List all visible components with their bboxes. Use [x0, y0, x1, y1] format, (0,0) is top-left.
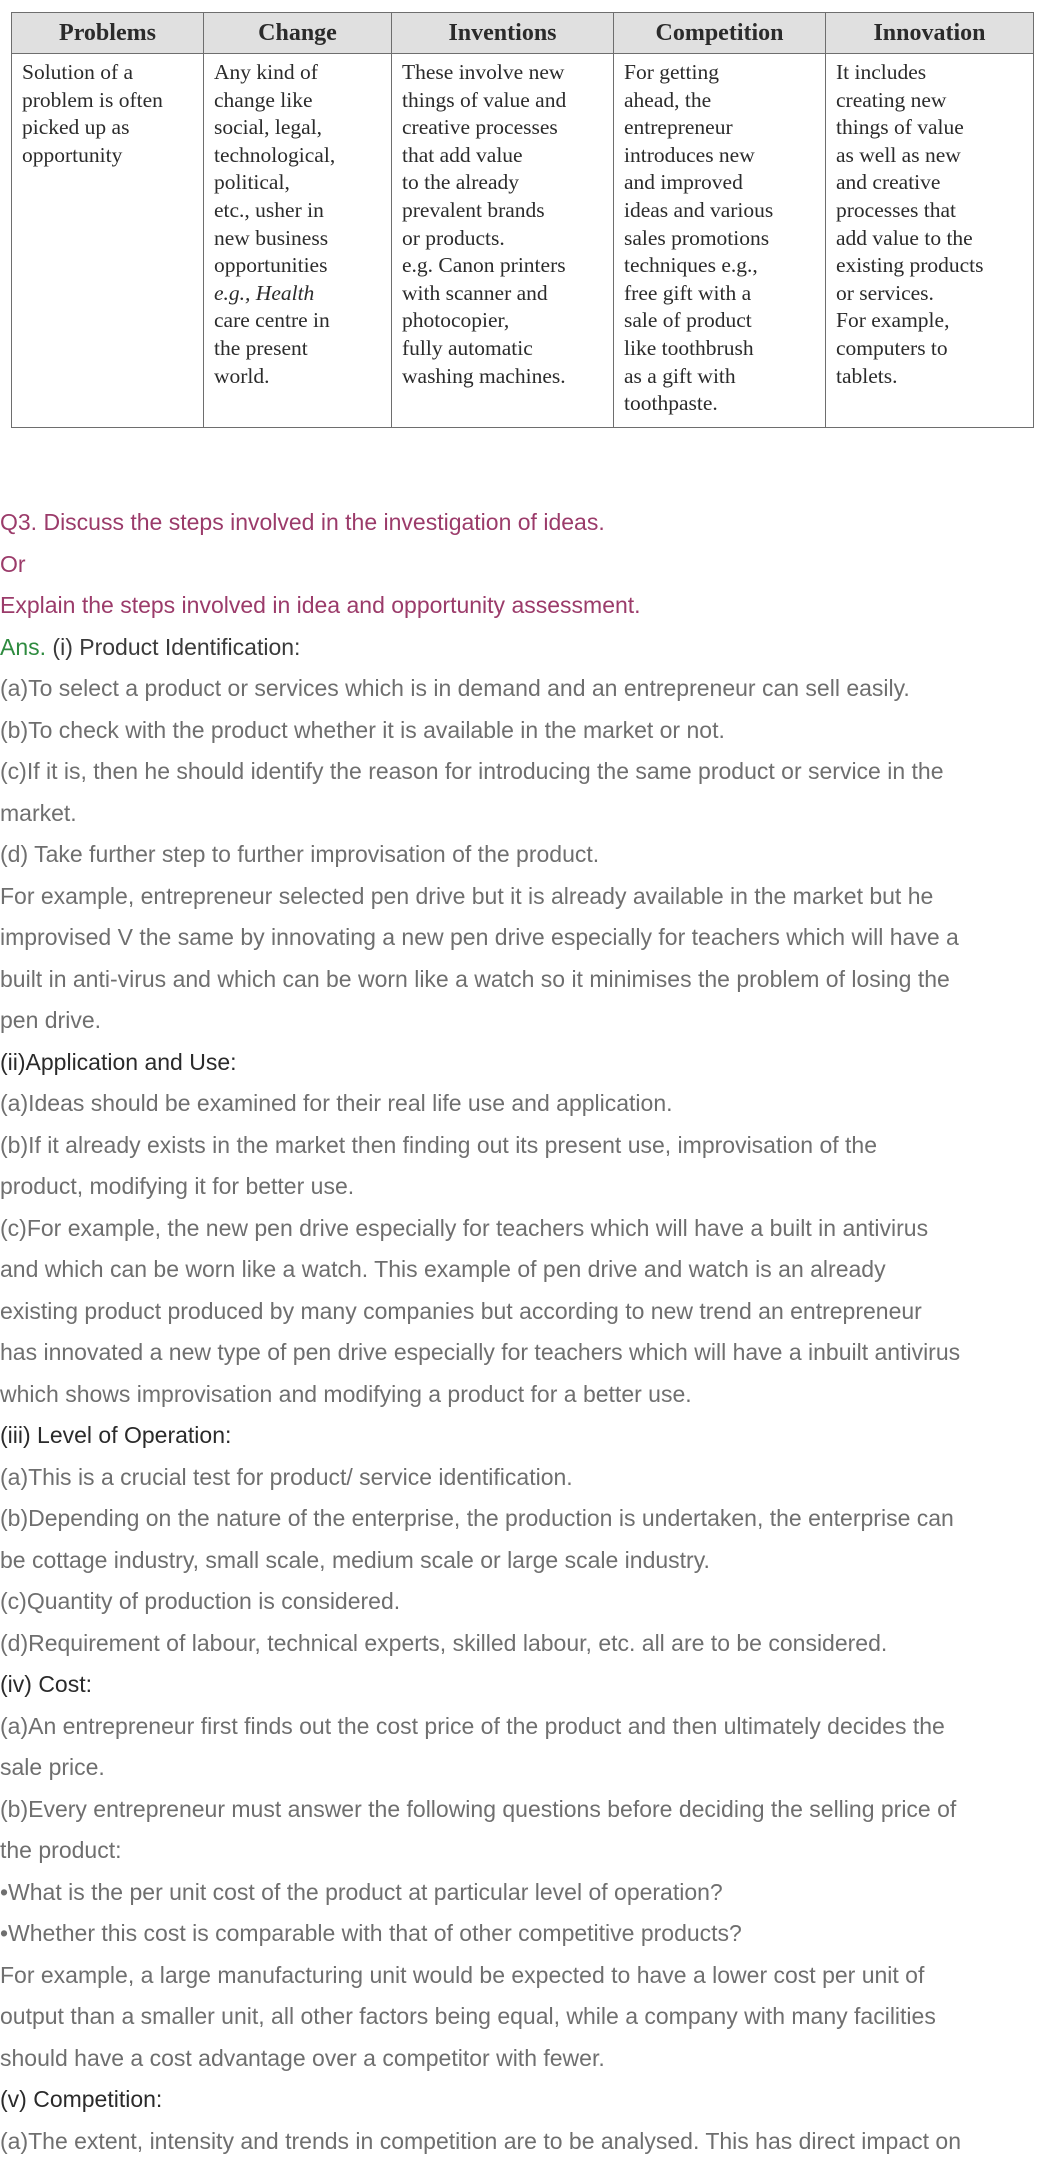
- cell-line: things of value: [836, 114, 1025, 142]
- cell-line: For example,: [836, 307, 1025, 335]
- paragraph-line: existing product produced by many companies but according to new trend an entrepreneur: [0, 1291, 1055, 1333]
- cell-line: picked up as: [22, 114, 195, 142]
- cell-line: as a gift with: [624, 363, 817, 391]
- cell-line: things of value and: [402, 87, 605, 115]
- cell-line: ideas and various: [624, 197, 817, 225]
- cell-line: and improved: [624, 169, 817, 197]
- paragraph-line: output than a smaller unit, all other factors being equal, while a company with many facilities: [0, 1996, 1055, 2038]
- cell-line: e.g., Health: [214, 280, 383, 308]
- cell-innovation: [826, 54, 1034, 428]
- paragraph-line: For example, a large manufacturing unit would be expected to have a lower cost per unit of: [0, 1955, 1055, 1997]
- paragraph-line: pen drive.: [0, 1000, 1055, 1042]
- cell-line: sales promotions: [624, 225, 817, 253]
- cell-line: introduces new: [624, 142, 817, 170]
- cell-line: existing products: [836, 252, 1025, 280]
- cell-line: These involve new: [402, 59, 605, 87]
- question-or: Or: [0, 544, 1055, 586]
- cell-line: computers to: [836, 335, 1025, 363]
- paragraph-line: (a)To select a product or services which is in demand and an entrepreneur can sell easily.: [0, 668, 1055, 710]
- cell-line: that add value: [402, 142, 605, 170]
- paragraph-line: (c)Quantity of production is considered.: [0, 1581, 1055, 1623]
- cell-line: Any kind of: [214, 59, 383, 87]
- answer-label: Ans.: [0, 634, 46, 660]
- cell-line: tablets.: [836, 363, 1025, 391]
- paragraph-line: (a)The extent, intensity and trends in competition are to be analysed. This has direct impact on: [0, 2121, 1055, 2162]
- paragraph-line: market.: [0, 793, 1055, 835]
- section-heading: (iv) Cost:: [0, 1664, 1055, 1706]
- cell-line: e.g. Canon printers: [402, 252, 605, 280]
- paragraph-line: (b)To check with the product whether it is available in the market or not.: [0, 710, 1055, 752]
- table-header-row: [12, 13, 1034, 54]
- bullet-line: •Whether this cost is comparable with that of other competitive products?: [0, 1913, 1055, 1955]
- cell-line: creating new: [836, 87, 1025, 115]
- paragraph-line: improvised V the same by innovating a new pen drive especially for teachers which will have a: [0, 917, 1055, 959]
- cell-inventions: [392, 54, 614, 428]
- paragraph-line: (d)Requirement of labour, technical experts, skilled labour, etc. all are to be considered.: [0, 1623, 1055, 1665]
- paragraph-line: built in anti-virus and which can be worn like a watch so it minimises the problem of losing the: [0, 959, 1055, 1001]
- paragraph-line: which shows improvisation and modifying a product for a better use.: [0, 1374, 1055, 1416]
- paragraph-line: (b)If it already exists in the market then finding out its present use, improvisation of the: [0, 1125, 1055, 1167]
- cell-problems: [12, 54, 204, 428]
- cell-line: with scanner and: [402, 280, 605, 308]
- answer-content: [0, 502, 1055, 2162]
- paragraph-line: (a)This is a crucial test for product/ service identification.: [0, 1457, 1055, 1499]
- paragraph-line: (a)An entrepreneur first finds out the cost price of the product and then ultimately decides the: [0, 1706, 1055, 1748]
- cell-line: sale of product: [624, 307, 817, 335]
- cell-line: photocopier,: [402, 307, 605, 335]
- cell-line: like toothbrush: [624, 335, 817, 363]
- paragraph-line: be cottage industry, small scale, medium scale or large scale industry.: [0, 1540, 1055, 1582]
- cell-line: ahead, the: [624, 87, 817, 115]
- cell-line: political,: [214, 169, 383, 197]
- cell-competition: [614, 54, 826, 428]
- header-competition: Competition: [614, 13, 826, 54]
- cell-line: creative processes: [402, 114, 605, 142]
- paragraph-line: has innovated a new type of pen drive especially for teachers which will have a inbuilt antivirus: [0, 1332, 1055, 1374]
- cell-line: world.: [214, 363, 383, 391]
- cell-line: technological,: [214, 142, 383, 170]
- cell-line: toothpaste.: [624, 390, 817, 418]
- paragraph-line: (b)Every entrepreneur must answer the following questions before deciding the selling price of: [0, 1789, 1055, 1831]
- cell-line: as well as new: [836, 142, 1025, 170]
- section-heading: (iii) Level of Operation:: [0, 1415, 1055, 1457]
- header-innovation: Innovation: [826, 13, 1034, 54]
- cell-line: problem is often: [22, 87, 195, 115]
- paragraph-line: (b)Depending on the nature of the enterprise, the production is undertaken, the enterprise can: [0, 1498, 1055, 1540]
- cell-line: opportunities: [214, 252, 383, 280]
- header-change: Change: [204, 13, 392, 54]
- paragraph-line: sale price.: [0, 1747, 1055, 1789]
- paragraph-line: For example, entrepreneur selected pen drive but it is already available in the market but he: [0, 876, 1055, 918]
- cell-line: the present: [214, 335, 383, 363]
- paragraph-line: and which can be worn like a watch. This example of pen drive and watch is an already: [0, 1249, 1055, 1291]
- paragraph-line: (c)If it is, then he should identify the reason for introducing the same product or service in the: [0, 751, 1055, 793]
- cell-line: washing machines.: [402, 363, 605, 391]
- comparison-table: [11, 12, 1034, 428]
- cell-line: prevalent brands: [402, 197, 605, 225]
- bullet-line: •What is the per unit cost of the product at particular level of operation?: [0, 1872, 1055, 1914]
- header-problems: Problems: [12, 13, 204, 54]
- paragraph-line: (a)Ideas should be examined for their real life use and application.: [0, 1083, 1055, 1125]
- cell-line: It includes: [836, 59, 1025, 87]
- section-heading: (v) Competition:: [0, 2079, 1055, 2121]
- cell-line: care centre in: [214, 307, 383, 335]
- cell-line: entrepreneur: [624, 114, 817, 142]
- cell-line: techniques e.g.,: [624, 252, 817, 280]
- header-inventions: Inventions: [392, 13, 614, 54]
- section-heading: (ii)Application and Use:: [0, 1042, 1055, 1084]
- cell-line: or products.: [402, 225, 605, 253]
- cell-line: opportunity: [22, 142, 195, 170]
- cell-line: etc., usher in: [214, 197, 383, 225]
- answer-heading-1: [0, 627, 1055, 669]
- cell-line: Solution of a: [22, 59, 195, 87]
- cell-line: new business: [214, 225, 383, 253]
- paragraph-line: (d) Take further step to further improvisation of the product.: [0, 834, 1055, 876]
- cell-change: [204, 54, 392, 428]
- cell-line: or services.: [836, 280, 1025, 308]
- cell-line: add value to the: [836, 225, 1025, 253]
- cell-line: to the already: [402, 169, 605, 197]
- cell-line: free gift with a: [624, 280, 817, 308]
- paragraph-line: (c)For example, the new pen drive especially for teachers which will have a built in antivirus: [0, 1208, 1055, 1250]
- cell-line: social, legal,: [214, 114, 383, 142]
- question-line-alt: Explain the steps involved in idea and opportunity assessment.: [0, 585, 1055, 627]
- paragraph-line: product, modifying it for better use.: [0, 1166, 1055, 1208]
- cell-line: fully automatic: [402, 335, 605, 363]
- paragraph-line: should have a cost advantage over a competitor with fewer.: [0, 2038, 1055, 2080]
- paragraph-line: the product:: [0, 1830, 1055, 1872]
- question-line: Q3. Discuss the steps involved in the investigation of ideas.: [0, 502, 1055, 544]
- cell-line: and creative: [836, 169, 1025, 197]
- table-row: [12, 54, 1034, 428]
- cell-line: change like: [214, 87, 383, 115]
- section-heading: (i) Product Identification:: [46, 634, 300, 660]
- cell-line: For getting: [624, 59, 817, 87]
- cell-line: processes that: [836, 197, 1025, 225]
